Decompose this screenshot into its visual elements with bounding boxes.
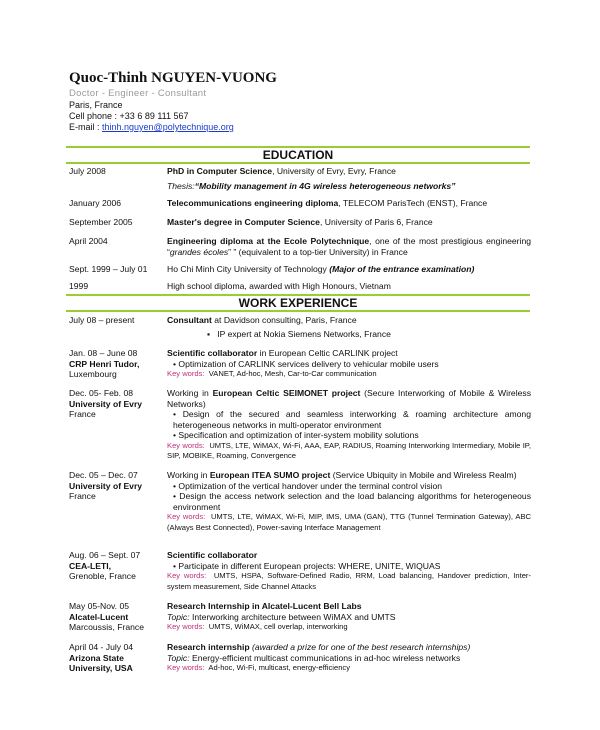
- email-link[interactable]: thinh.nguyen@polytechnique.org: [102, 122, 234, 132]
- candidate-subtitle: Doctor - Engineer - Consultant: [69, 88, 207, 99]
- work-experience-heading: WORK EXPERIENCE: [66, 294, 530, 312]
- phone-number: +33 6 89 111 567: [119, 111, 189, 121]
- location: Paris, France: [69, 100, 123, 110]
- resume-page: Quoc-Thinh NGUYEN-VUONG Doctor - Engineer - Consultant Paris, France Cell phone : +33 6 89 111 567 E-mail : thinh.nguyen@polytechnique.org EDUCATION July 2008 PhD in Computer Science, University of Evry, Evry, France Thesis:“Mobility management in 4G wireless heterogeneous networks” January 2006 Telecommunications engineering diploma, TELECOM ParisTech (ENST), France September 2005 Master's degree in Computer Science, University of Paris 6, France April 2004 Engineering diploma at the Ecole Polytechnique, one of the most prestigious engineering “grandes écoles” ” (equivalent to a top-tier University) in France Sept. 1999 – July 01 Ho Chi Minh City University of Technology (Major of the entrance examination) 1999 High school diploma, awarded with High Honours, Vietnam WORK EXPERIENCE July 08 – present Consultant at Davidson consulting, Paris, France ▪ IP expert at Nokia Siemens Networks, France Jan. 08 – June 08 CRP Henri Tudor, Luxembourg Scientific collaborator in European Celtic CARLINK project • Optimization of CARLINK services delivery to vehicular mobile users Key words: VANET, Ad-hoc, Mesh, Car-to-Car communication Dec. 05- Feb. 08 University of Evry France Working in European Celtic SEIMONET project (Secure Interworking of Mobile & Wireless Networks) • Design of the secured and seamless interworking & roaming architecture among heterogeneous networks in multi-operator environment • Specification and optimization of inter-system mobility solutions Key words: UMTS, LTE, WiMAX, Wi-Fi, AAA, EAP, RADIUS, Roaming Interworking Intermediary, Mobile IP, SIP, MOBIKE, Roaming, Convergence Dec. 05 – Dec. 07 University of Evry France Working in European ITEA SUMO project (Service Ubiquity in Mobile and Wireless Realm) • Optimization of the vertical handover under the terminal control vision • Design the access network selection and the load balancing algorithms for heterogeneous environment Key words: UMTS, LTE, WiMAX, Wi-Fi, MIP, IMS, UMA (GAN), TTG (Tunnel Termination Gateway), ABC (Always Best Connected), Power-saving Interface Management Aug. 06 – Sept. 07 CEA-LETI, Grenoble, France Scientific collaborator • Participate in different European projects: WHERE, UNITE, WIQUAS Key words: UMTS, HSPA, Software-Defined Radio, RRM, Load balancing, Handover prediction, Inter-system measurement, Side Channel Attacks May 05-Nov. 05 Alcatel-Lucent Marcoussis, France Research Internship in Alcatel-Lucent Bell Labs Topic: Interworking architecture between WiMAX and UMTS Key words: UMTS, WiMAX, cell overlap, interworking April 04 - July 04 Arizona State University, USA Research internship (awarded a prize for one of the best research internships) Topic: Energy-efficient multicast communications in ad-hoc wireless networks Key words: Ad-hoc, Wi-Fi, multicast, energy-efficiency: [0, 0, 600, 730]
- education-heading: EDUCATION: [66, 146, 530, 164]
- phone-line: Cell phone : +33 6 89 111 567: [69, 111, 189, 121]
- email-line: E-mail : thinh.nguyen@polytechnique.org: [69, 122, 234, 132]
- candidate-name: Quoc-Thinh NGUYEN-VUONG: [69, 70, 277, 86]
